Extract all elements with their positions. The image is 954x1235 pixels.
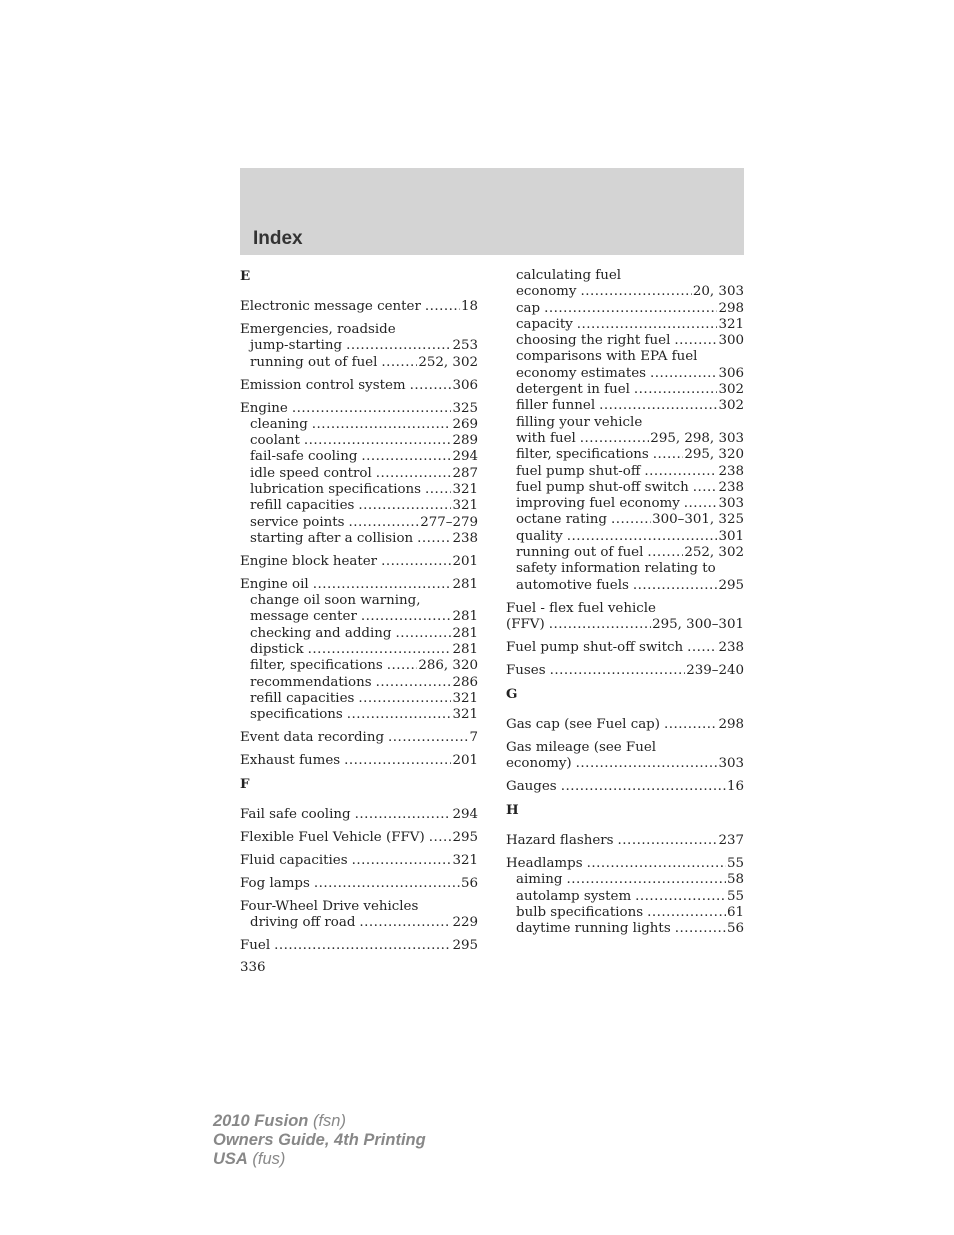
dot-leader xyxy=(381,355,417,371)
entry-text: Fail safe cooling xyxy=(240,807,351,823)
entry-text: with fuel xyxy=(516,430,576,446)
entry-text: Fuel - flex fuel vehicle xyxy=(506,600,656,616)
index-entry xyxy=(240,299,478,315)
entry-text: fuel pump shut-off xyxy=(516,463,641,479)
dot-leader xyxy=(395,626,451,642)
entry-text: Gas cap (see Fuel cap) xyxy=(506,716,660,732)
dot-leader xyxy=(346,338,451,354)
entry-text: jump-starting xyxy=(250,338,343,354)
index-subentry xyxy=(506,447,744,463)
page-reference: 295 xyxy=(452,937,478,953)
footer-model: 2010 Fusion xyxy=(213,1112,309,1130)
entry-text: filler funnel xyxy=(516,398,596,414)
page-reference: 201 xyxy=(452,553,478,569)
entry-text: safety information relating to xyxy=(516,561,716,577)
entry-text: recommendations xyxy=(250,674,372,690)
entry-text: idle speed control xyxy=(250,465,372,481)
dot-leader xyxy=(355,807,452,823)
page-reference: 303 xyxy=(718,496,744,512)
section-letter: G xyxy=(506,685,518,702)
page-reference: 321 xyxy=(718,316,744,332)
entry-text: improving fuel economy xyxy=(516,496,680,512)
footer-printing: Owners Guide, 4th Printing xyxy=(213,1131,426,1149)
dot-leader xyxy=(687,640,717,656)
page-reference: 294 xyxy=(452,449,478,465)
entry-text: Four-Wheel Drive vehicles xyxy=(240,898,419,914)
page-reference: 321 xyxy=(452,482,478,498)
entry-text: fuel pump shut-off switch xyxy=(516,479,689,495)
index-entry xyxy=(240,876,478,892)
page-reference: 295, 300–301 xyxy=(652,616,744,632)
entry-text: calculating fuel xyxy=(516,268,622,283)
index-entry-line xyxy=(240,938,478,954)
entry-text: running out of fuel xyxy=(250,354,378,370)
index-subentry xyxy=(240,707,478,723)
entry-text: Engine xyxy=(240,400,288,416)
entry-text: bulb specifications xyxy=(516,904,644,920)
entry-text: filter, specifications xyxy=(250,658,383,674)
dot-leader xyxy=(693,480,718,496)
page-reference: 286, 320 xyxy=(418,658,478,674)
index-entry xyxy=(240,401,478,548)
dot-leader xyxy=(308,642,452,658)
dot-leader xyxy=(576,756,718,772)
dot-leader xyxy=(417,531,451,547)
index-entry-line xyxy=(240,299,478,315)
section-letter: F xyxy=(240,775,250,792)
dot-leader xyxy=(634,382,718,398)
entry-text: economy) xyxy=(506,755,572,771)
index-subentry xyxy=(506,480,744,496)
entry-text: running out of fuel xyxy=(516,545,644,561)
index-subentry xyxy=(240,482,478,498)
index-subentry xyxy=(506,496,744,512)
index-subentry xyxy=(506,415,744,431)
index-subentry xyxy=(240,515,478,531)
dot-leader xyxy=(376,466,452,482)
index-column-right xyxy=(506,268,744,944)
footer-line-3 xyxy=(213,1150,426,1169)
index-entry xyxy=(506,856,744,937)
dot-leader xyxy=(361,449,451,465)
dot-leader xyxy=(561,779,726,795)
page-reference: 300–301, 325 xyxy=(652,512,744,528)
index-subentry xyxy=(240,593,478,609)
page-reference: 281 xyxy=(452,625,478,641)
index-entry-line xyxy=(240,577,478,593)
index-column-left xyxy=(240,268,478,961)
entry-text: message center xyxy=(250,609,357,625)
index-subentry xyxy=(506,268,744,284)
page-reference: 16 xyxy=(726,778,744,794)
index-subentry xyxy=(240,355,478,371)
index-entry xyxy=(506,640,744,656)
header-band xyxy=(240,168,744,255)
dot-leader xyxy=(313,577,452,593)
entry-text: driving off road xyxy=(250,914,356,930)
page-reference: 301 xyxy=(718,528,744,544)
index-entry xyxy=(506,663,744,679)
page-reference: 302 xyxy=(718,398,744,414)
index-subentry xyxy=(240,338,478,354)
entry-text: dipstick xyxy=(250,641,304,657)
entry-text: economy estimates xyxy=(516,365,647,381)
dot-leader xyxy=(352,853,452,869)
dot-leader xyxy=(425,482,451,498)
page-reference: 237 xyxy=(718,833,744,849)
index-subentry xyxy=(240,642,478,658)
dot-leader xyxy=(599,398,717,414)
index-subentry xyxy=(240,626,478,642)
dot-leader xyxy=(567,529,718,545)
dot-leader xyxy=(312,417,452,433)
index-subentry xyxy=(506,301,744,317)
index-entry-line xyxy=(240,753,478,769)
entry-text: change oil soon warning, xyxy=(250,593,421,609)
index-entry-line xyxy=(506,663,744,679)
footer-line-1 xyxy=(213,1112,426,1131)
entry-text: autolamp system xyxy=(516,888,632,904)
index-entry xyxy=(240,830,478,846)
page-reference: 252, 302 xyxy=(418,354,478,370)
entry-text: checking and adding xyxy=(250,625,392,641)
page-reference: 61 xyxy=(726,904,744,920)
dot-leader xyxy=(611,512,651,528)
page-reference: 253 xyxy=(452,338,478,354)
index-subentry xyxy=(240,466,478,482)
entry-text: Flexible Fuel Vehicle (FFV) xyxy=(240,829,425,845)
page-reference: 239–240 xyxy=(686,662,744,678)
index-subentry xyxy=(240,691,478,707)
page-reference: 55 xyxy=(726,888,744,904)
page-reference: 20, 303 xyxy=(692,284,744,300)
entry-text: Fluid capacities xyxy=(240,852,348,868)
entry-text: cap xyxy=(516,300,541,316)
entry-text: (FFV) xyxy=(506,616,545,632)
page-reference: 321 xyxy=(452,690,478,706)
entry-text: daytime running lights xyxy=(516,921,671,937)
footer-region-code: (fus) xyxy=(247,1150,286,1168)
entry-text: octane rating xyxy=(516,512,607,528)
index-subentry xyxy=(506,889,744,905)
entry-text: cleaning xyxy=(250,416,308,432)
page-reference: 321 xyxy=(452,498,478,514)
dot-leader xyxy=(675,921,726,937)
index-subentry xyxy=(240,449,478,465)
index-entry-line xyxy=(506,601,744,617)
entry-text: economy xyxy=(516,284,577,300)
index-subentry xyxy=(506,398,744,414)
index-entry-line xyxy=(506,833,744,849)
page-number: 336 xyxy=(240,960,266,975)
index-subentry xyxy=(506,905,744,921)
index-entry xyxy=(506,833,744,849)
index-entry xyxy=(240,807,478,823)
index-entry xyxy=(240,554,478,570)
page-reference: 321 xyxy=(452,852,478,868)
index-entry-line xyxy=(240,730,478,746)
entry-text: choosing the right fuel xyxy=(516,333,671,349)
entry-text: refill capacities xyxy=(250,498,355,514)
index-subentry xyxy=(240,658,478,674)
entry-text: Hazard flashers xyxy=(506,833,614,849)
index-entry-line xyxy=(240,401,478,417)
index-subentry xyxy=(506,317,744,333)
dot-leader xyxy=(347,707,452,723)
section-letter: H xyxy=(506,801,519,818)
page-reference: 252, 302 xyxy=(684,545,744,561)
entry-text: automotive fuels xyxy=(516,577,629,593)
dot-leader xyxy=(580,284,691,300)
page-reference: 298 xyxy=(718,716,744,732)
index-subentry xyxy=(506,545,744,561)
index-entry-line xyxy=(506,617,744,633)
page-reference: 300 xyxy=(718,333,744,349)
dot-leader xyxy=(544,301,717,317)
entry-text: filter, specifications xyxy=(516,447,649,463)
footer-model-code: (fsn) xyxy=(308,1112,346,1130)
page-reference: 306 xyxy=(452,377,478,393)
page-reference: 306 xyxy=(718,365,744,381)
dot-leader xyxy=(358,691,451,707)
index-subentry xyxy=(506,382,744,398)
page-reference: 303 xyxy=(718,755,744,771)
index-entry xyxy=(240,938,478,954)
index-subentry xyxy=(506,921,744,937)
entry-text: Headlamps xyxy=(506,855,583,871)
dot-leader xyxy=(388,730,468,746)
entry-text: Exhaust fumes xyxy=(240,752,341,768)
dot-leader xyxy=(274,938,451,954)
entry-text: coolant xyxy=(250,433,300,449)
page-reference: 229 xyxy=(452,914,478,930)
page-reference: 295 xyxy=(452,829,478,845)
page-reference: 201 xyxy=(452,752,478,768)
entry-text: Engine block heater xyxy=(240,553,378,569)
index-entry xyxy=(240,853,478,869)
entry-text: filling your vehicle xyxy=(516,414,643,430)
section-letter: E xyxy=(240,268,251,284)
dot-leader xyxy=(381,554,451,570)
index-entry xyxy=(506,717,744,733)
page-reference: 295 xyxy=(718,577,744,593)
dot-leader xyxy=(566,872,726,888)
entry-text: Gauges xyxy=(506,778,557,794)
dot-leader xyxy=(429,830,452,846)
entry-text: refill capacities xyxy=(250,690,355,706)
index-subentry xyxy=(240,915,478,931)
footer-region: USA xyxy=(213,1150,248,1168)
entry-text: Emergencies, roadside xyxy=(240,322,396,338)
dot-leader xyxy=(314,876,460,892)
page-reference: 281 xyxy=(452,576,478,592)
index-subentry xyxy=(506,578,744,594)
index-subentry xyxy=(240,498,478,514)
page-reference: 7 xyxy=(469,729,478,745)
index-subentry xyxy=(506,872,744,888)
page-reference: 238 xyxy=(718,463,744,479)
index-subentry xyxy=(506,284,744,300)
dot-leader xyxy=(361,609,452,625)
index-entry-line xyxy=(506,756,744,772)
entry-text: comparisons with EPA fuel xyxy=(516,349,698,365)
entry-text: service points xyxy=(250,514,345,530)
index-entry-line xyxy=(240,876,478,892)
page-reference: 56 xyxy=(460,875,478,891)
dot-leader xyxy=(664,717,717,733)
index-entry xyxy=(240,577,478,724)
dot-leader xyxy=(684,496,718,512)
index-subentry xyxy=(506,561,744,577)
dot-leader xyxy=(349,515,420,531)
page-reference: 238 xyxy=(718,479,744,495)
index-entry xyxy=(506,779,744,795)
index-subentry xyxy=(240,417,478,433)
index-entry xyxy=(506,740,744,773)
dot-leader xyxy=(376,675,452,691)
dot-leader xyxy=(633,578,718,594)
page-reference: 302 xyxy=(718,382,744,398)
page-reference: 281 xyxy=(452,609,478,625)
dot-leader xyxy=(358,498,451,514)
entry-text: Event data recording xyxy=(240,729,385,745)
page-reference: 238 xyxy=(718,639,744,655)
index-entry-line xyxy=(240,830,478,846)
index-entry-line xyxy=(506,856,744,872)
page-reference: 56 xyxy=(726,921,744,937)
page-reference: 281 xyxy=(452,641,478,657)
page-reference: 298 xyxy=(718,300,744,316)
index-entry-line xyxy=(240,554,478,570)
index-entry xyxy=(240,378,478,394)
index-entry-line xyxy=(240,899,478,915)
page-reference: 294 xyxy=(452,807,478,823)
index-entry-line xyxy=(506,779,744,795)
index-entry xyxy=(240,730,478,746)
dot-leader xyxy=(550,663,686,679)
entry-text: Engine oil xyxy=(240,576,309,592)
index-entry xyxy=(240,753,478,769)
index-entry xyxy=(506,601,744,634)
entry-text: detergent in fuel xyxy=(516,382,630,398)
entry-text: quality xyxy=(516,528,563,544)
page-reference: 277–279 xyxy=(420,514,478,530)
dot-leader xyxy=(359,915,451,931)
index-subentry xyxy=(506,529,744,545)
index-entry-line xyxy=(240,378,478,394)
dot-leader xyxy=(580,431,650,447)
entry-text: specifications xyxy=(250,707,343,723)
entry-text: Electronic message center xyxy=(240,299,421,315)
dot-leader xyxy=(674,333,717,349)
dot-leader xyxy=(304,433,452,449)
dot-leader xyxy=(650,366,717,382)
page-reference: 287 xyxy=(452,465,478,481)
entry-text: Fuel xyxy=(240,937,271,953)
entry-text: starting after a collision xyxy=(250,530,414,546)
index-entry xyxy=(240,322,478,371)
page-reference: 321 xyxy=(452,707,478,723)
index-entry-line xyxy=(240,807,478,823)
index-subentry xyxy=(506,349,744,365)
index-entry xyxy=(506,268,744,594)
page-reference: 18 xyxy=(460,299,478,315)
dot-leader xyxy=(387,658,418,674)
index-subentry xyxy=(506,512,744,528)
dot-leader xyxy=(618,833,718,849)
entry-text: Emission control system xyxy=(240,377,406,393)
dot-leader xyxy=(647,545,683,561)
index-subentry xyxy=(240,531,478,547)
entry-text: lubrication specifications xyxy=(250,482,422,498)
page-reference: 325 xyxy=(452,400,478,416)
footer xyxy=(213,1112,426,1169)
entry-text: Fuel pump shut-off switch xyxy=(506,639,684,655)
dot-leader xyxy=(587,856,726,872)
index-subentry xyxy=(506,366,744,382)
footer-line-2 xyxy=(213,1131,426,1150)
page-reference: 286 xyxy=(452,674,478,690)
index-entry-line xyxy=(506,717,744,733)
dot-leader xyxy=(292,401,452,417)
dot-leader xyxy=(425,299,460,315)
dot-leader xyxy=(344,753,451,769)
page-reference: 269 xyxy=(452,416,478,432)
dot-leader xyxy=(635,889,726,905)
index-entry xyxy=(240,899,478,932)
dot-leader xyxy=(644,464,717,480)
index-subentry xyxy=(240,675,478,691)
page-reference: 238 xyxy=(452,530,478,546)
index-entry-line xyxy=(506,640,744,656)
page-reference: 55 xyxy=(726,855,744,871)
page-reference: 295, 298, 303 xyxy=(650,430,744,446)
entry-text: fail-safe cooling xyxy=(250,449,358,465)
entry-text: Fuses xyxy=(506,662,546,678)
index-subentry xyxy=(506,333,744,349)
index-subentry xyxy=(240,609,478,625)
index-entry-line xyxy=(240,322,478,338)
dot-leader xyxy=(647,905,726,921)
page-reference: 295, 320 xyxy=(684,447,744,463)
page-reference: 58 xyxy=(726,872,744,888)
dot-leader xyxy=(653,447,684,463)
dot-leader xyxy=(549,617,651,633)
entry-text: aiming xyxy=(516,872,563,888)
index-subentry xyxy=(506,464,744,480)
entry-text: Gas mileage (see Fuel xyxy=(506,739,657,755)
index-subentry xyxy=(506,431,744,447)
page-title: Index xyxy=(253,228,303,249)
dot-leader xyxy=(410,378,452,394)
index-entry-line xyxy=(240,853,478,869)
dot-leader xyxy=(577,317,718,333)
index-entry-line xyxy=(506,740,744,756)
entry-text: capacity xyxy=(516,316,573,332)
entry-text: Fog lamps xyxy=(240,875,310,891)
page-reference: 289 xyxy=(452,433,478,449)
index-subentry xyxy=(240,433,478,449)
